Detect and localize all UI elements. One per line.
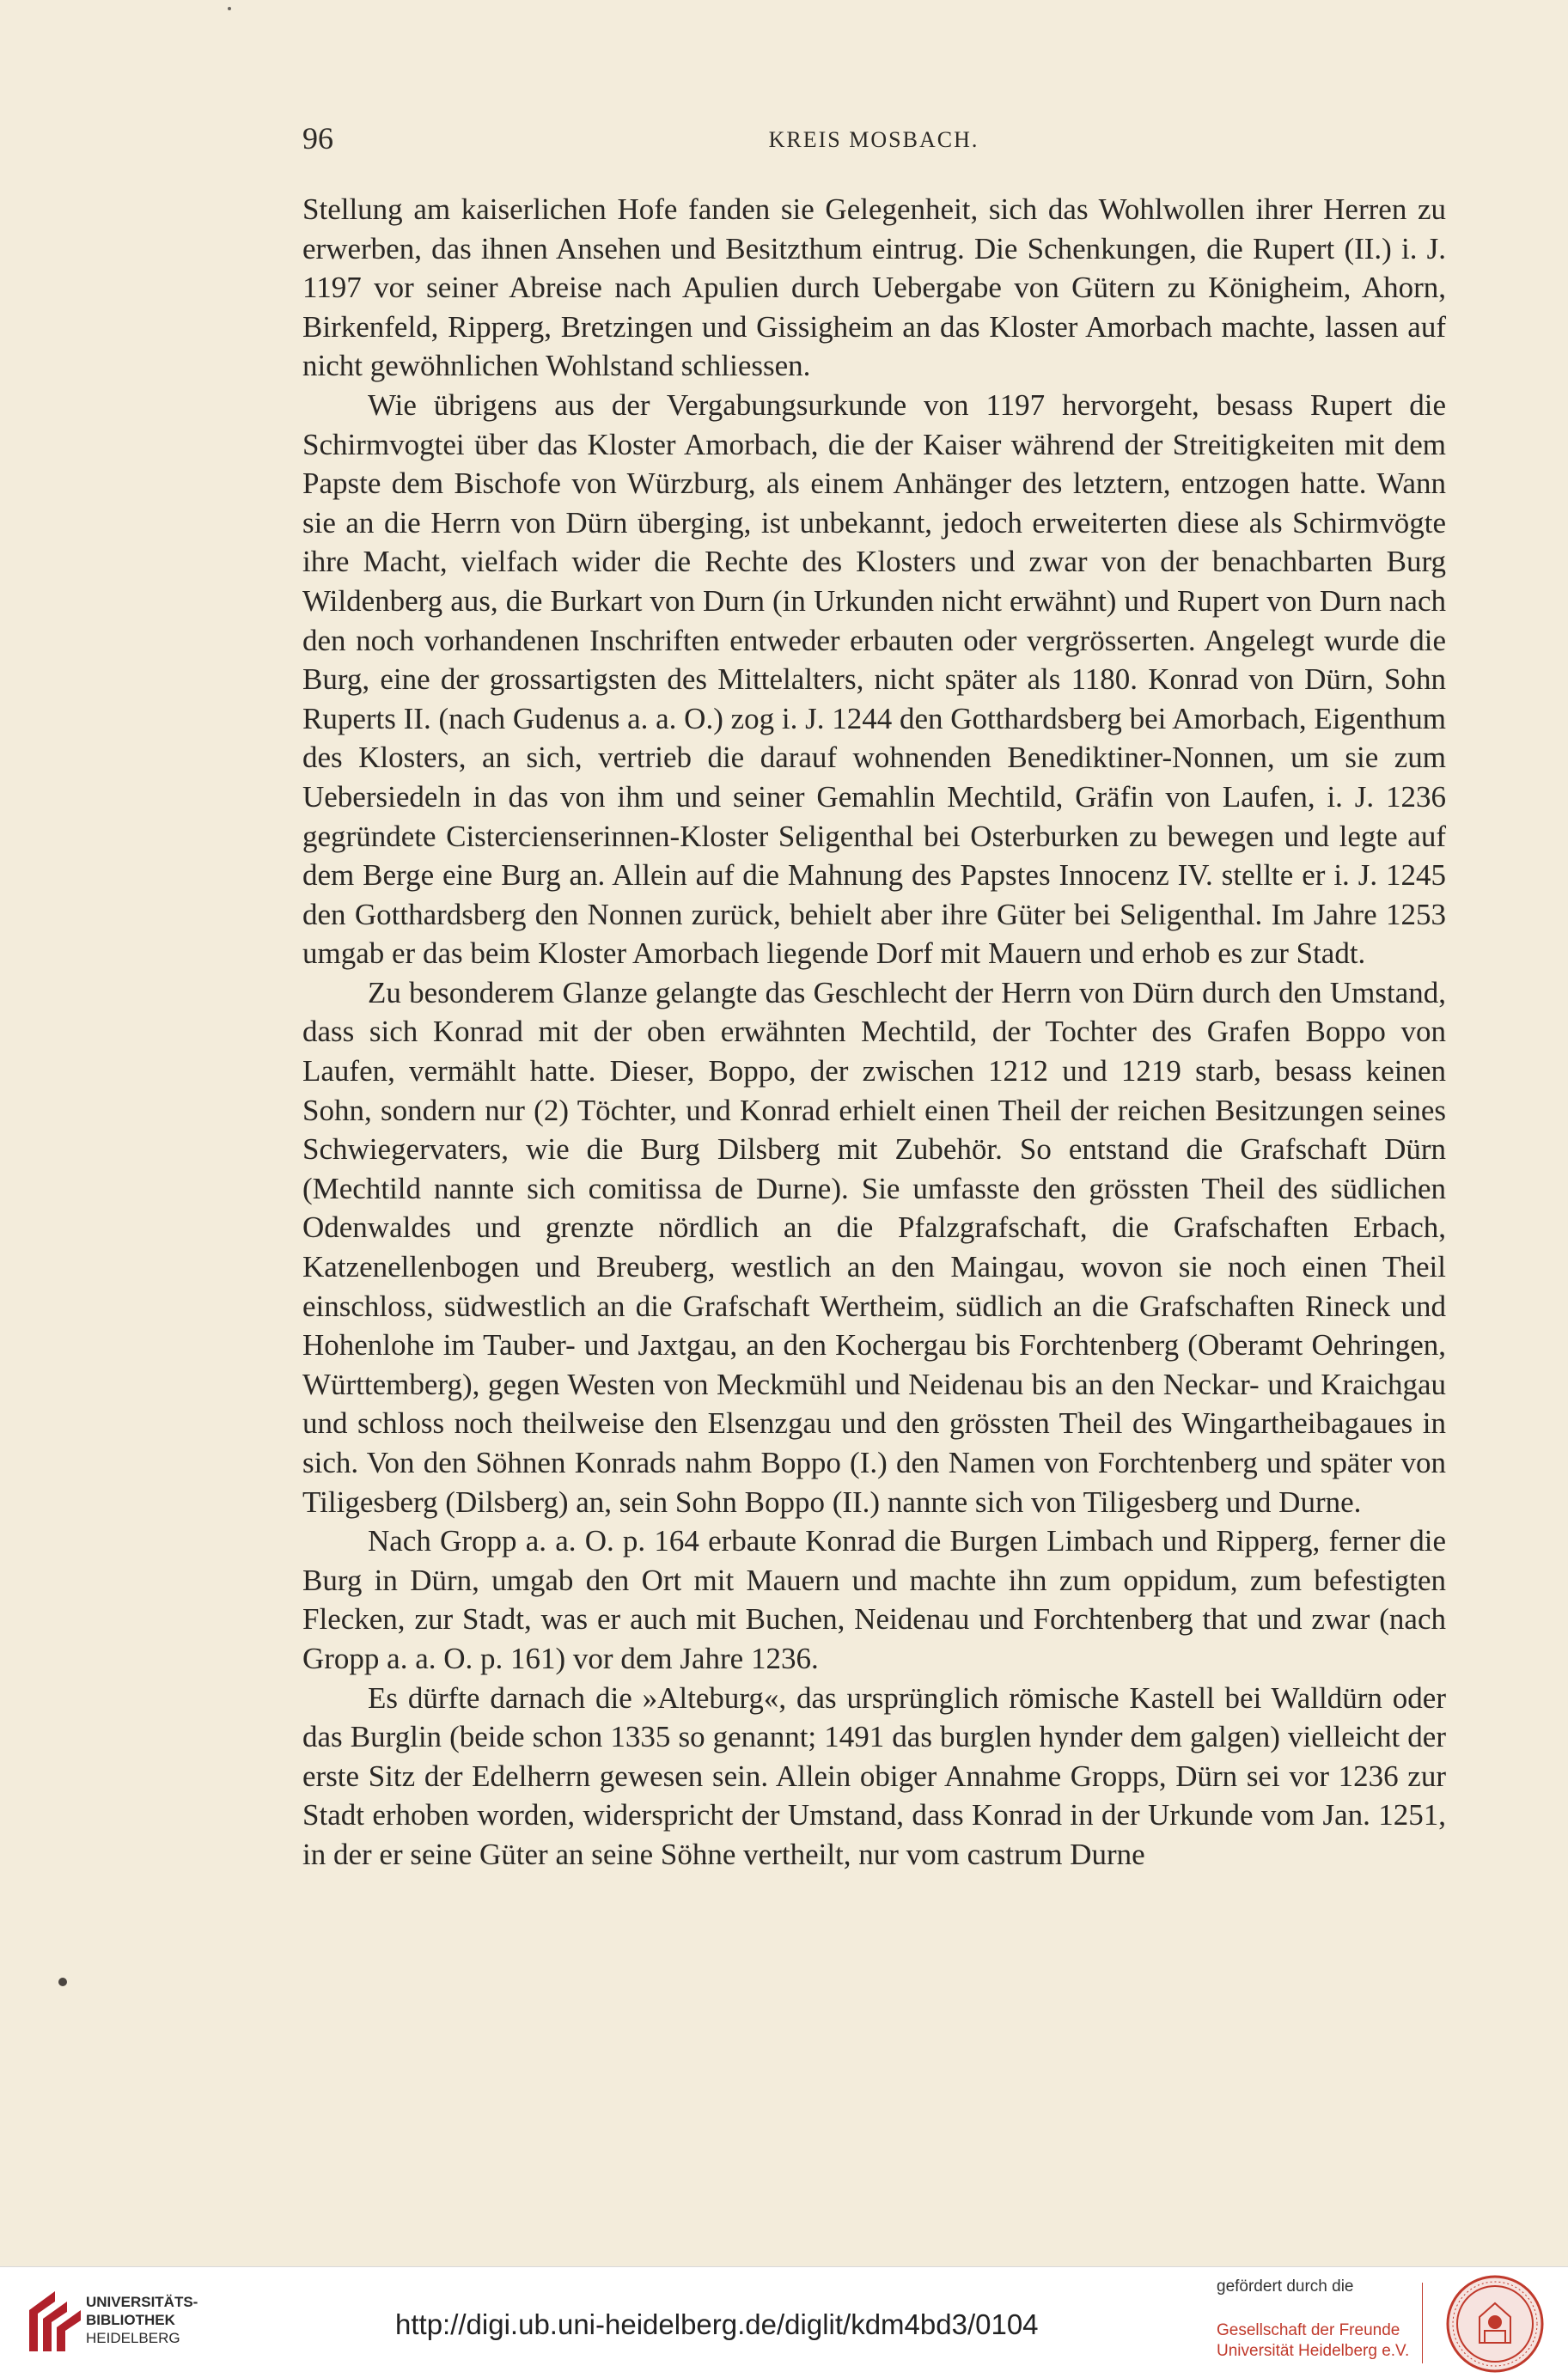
paragraph-3: Zu besonderem Glanze gelangte das Geschlecht der Herrn von Dürn durch den Umstand, dass sich Konrad mit der oben erwähnten Mechtild, der Tochter des Grafen Boppo von Laufen, vermählt hatte. Dieser, Boppo, der zwischen 1212 und 1219 starb, besass keinen Sohn, sondern nur (2) Töchter, und Konrad erhielt einen Theil der reichen Besitzungen seines Schwiegervaters, wie die Burg Dilsberg mit Zubehör. So entstand die Grafschaft Dürn (Mechtild nannte sich comitissa de Durne). Sie umfasste den grössten Theil des südlichen Odenwaldes und grenzte nördlich an die Pfalzgrafschaft, die Grafschaften Erbach, Katzenellenbogen und Breuberg, westlich an den Maingau, wovon sie noch einen Theil einschloss, südwestlich an die Grafschaft Wertheim, südlich an die Grafschaften Rineck und Hohenlohe im Tauber- und Jaxtgau, an den Kochergau bis Forchtenberg (Oberamt Oehringen, Württemberg), gegen Westen von Meckmühl und Neidenau bis an den Neckar- und Kraichgau und schloss noch theilweise den Elsenzgau und den grössten Theil des Wingartheibagaues in sich. Von den Söhnen Konrads nahm Boppo (I.) den Namen von Forchtenberg und später von Tiligesberg (Dilsberg) an, sein Sohn Boppo (II.) nannte sich von Tiligesberg und Durne. — [302, 975, 1446, 1519]
page-header — [302, 120, 1445, 172]
paragraph-5: Es dürfte darnach die »Alteburg«, das ursprünglich römische Kastell bei Walldürn oder das Burglin (beide schon 1335 so genannt; 1491 das burglen hynder dem galgen) vielleicht der erste Sitz der Edelherrn gewesen sein. Allein obiger Annahme Gropps, Dürn sei vor 1236 zur Stadt erhoben worden, widerspricht der Umstand, dass Konrad in der Urkunde vom Jan. 1251, in der er seine Güter an seine Söhne vertheilt, nur vom castrum Durne — [302, 1680, 1446, 1871]
footer-bar — [0, 2266, 1568, 2378]
ub-heidelberg-logo-icon[interactable] — [21, 2284, 91, 2358]
university-seal-icon — [1445, 2274, 1545, 2374]
library-name-line2: BIBLIOTHEK — [86, 2312, 175, 2328]
sponsor-name[interactable] — [1217, 2320, 1409, 2362]
running-head: KREIS MOSBACH. — [768, 127, 979, 152]
speck-mark — [228, 7, 231, 10]
body-text — [302, 190, 1446, 1875]
paragraph-1: Stellung am kaiserlichen Hofe fanden sie Gelegenheit, sich das Wohlwollen ihrer Herren zu erwerben, das ihnen Ansehen und Besitzthum eintrug. Die Schenkungen, die Rupert (II.) i. J. 1197 vor seiner Abreise nach Apulien durch Uebergabe von Gütern zu Königheim, Ahorn, Birkenfeld, Ripperg, Bretzingen und Gissigheim an das Kloster Amorbach machte, lassen auf nicht gewöhnlichen Wohlstand schliessen. — [302, 192, 1446, 383]
library-name-line1: UNIVERSITÄTS- — [86, 2294, 198, 2310]
permalink-url[interactable]: http://digi.ub.uni-heidelberg.de/diglit/kdm4bd3/0104 — [395, 2308, 1039, 2340]
paragraph-2: Wie übrigens aus der Vergabungsurkunde von 1197 hervorgeht, besass Rupert die Schirmvogtei über das Kloster Amorbach, die der Kaiser während der Streitigkeiten mit dem Papste dem Bischofe von Würzburg, als einem Anhänger des letztern, entzogen hatte. Wann sie an die Herrn von Dürn überging, ist unbekannt, jedoch erweiterten diese als Schirmvögte ihre Macht, vielfach wider die Rechte des Klosters und zwar von der benachbarten Burg Wildenberg aus, die Burkart von Durn (in Urkunden nicht erwähnt) und Rupert von Durn nach den noch vorhandenen Inschriften entweder erbauten oder vergrösserten. Angelegt wurde die Burg, eine der grossartigsten des Mittelalters, nicht später als 1180. Konrad von Dürn, Sohn Ruperts II. (nach Gudenus a. a. O.) zog i. J. 1244 den Gotthardsberg bei Amorbach, Eigenthum des Klosters, an sich, vertrieb die darauf wohnenden Benediktiner-Nonnen, um sie zum Uebersiedeln in das von ihm und seiner Gemahlin Mechtild, Gräfin von Laufen, i. J. 1236 gegründete Cistercienserinnen-Kloster Seligenthal bei Osterburken zu bewegen und legte auf dem Berge eine Burg an. Allein auf die Mahnung des Papstes Innocenz IV. stellte er i. J. 1245 den Gotthardsberg den Nonnen zurück, behielt aber ihre Güter bei Seligenthal. Im Jahre 1253 umgab er das beim Kloster Amorbach liegende Dorf mit Mauern und erhob es zur Stadt. — [302, 387, 1446, 971]
sponsor-label: gefördert durch die — [1217, 2277, 1354, 2296]
page-number: 96 — [302, 121, 333, 155]
sponsor-name-line2: Universität Heidelberg e.V. — [1217, 2342, 1410, 2360]
library-name — [86, 2293, 198, 2347]
margin-mark — [58, 1978, 67, 1986]
paragraph-4: Nach Gropp a. a. O. p. 164 erbaute Konrad die Burgen Limbach und Ripperg, ferner die Burg in Dürn, umgab den Ort mit Mauern und machte ihn zum oppidum, zum befestigten Flecken, zur Stadt, was er auch mit Buchen, Neidenau und Forchtenberg that und zwar (nach Gropp a. a. O. p. 161) vor dem Jahre 1236. — [302, 1524, 1446, 1675]
sponsor-divider — [1422, 2283, 1423, 2363]
library-name-line3: HEIDELBERG — [86, 2330, 180, 2346]
sponsor-name-line1: Gesellschaft der Freunde — [1217, 2321, 1400, 2339]
